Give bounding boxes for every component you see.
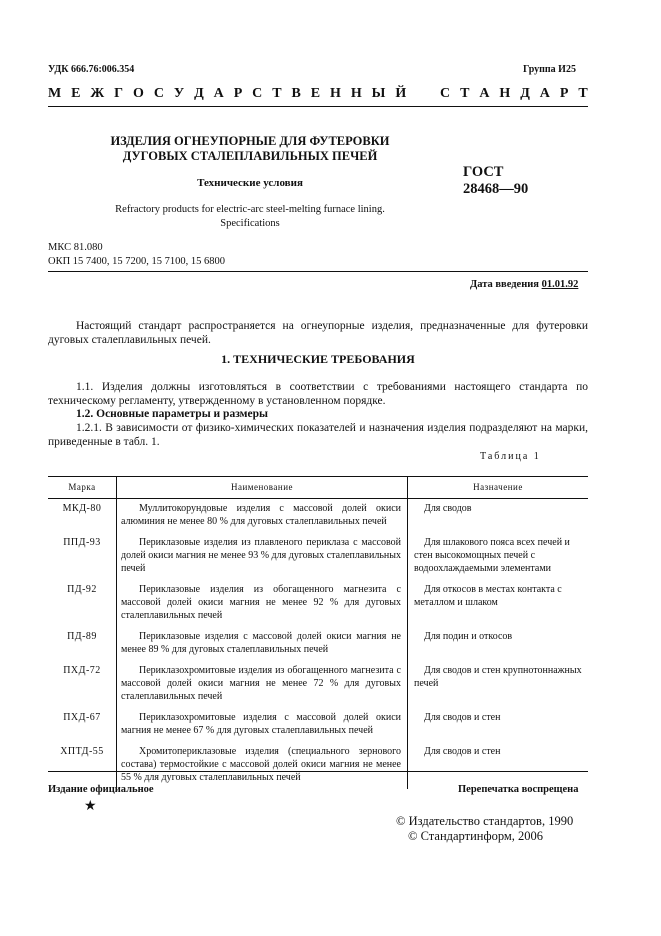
heading-letter: Е [71, 86, 81, 101]
heading-letter: Й [395, 86, 407, 101]
heading-letter: О [133, 86, 144, 101]
heading-letter: Р [233, 86, 243, 101]
copyright-block [396, 814, 573, 844]
official-edition: Издание официальное [48, 784, 154, 795]
star-icon: ★ [84, 799, 97, 814]
table-row [48, 708, 588, 742]
cell-purpose: Для сводов и стен [424, 746, 501, 757]
document-subtitle: Технические условия [197, 177, 303, 189]
cell-purpose: Для сводов [424, 503, 472, 514]
heading-letter: Н [330, 86, 341, 101]
heading-letter: У [173, 86, 185, 101]
header-mark: Марка [48, 477, 117, 499]
table-header-row [48, 477, 588, 499]
english-title-line-1: Refractory products for electric-arc steel-melting furnace lining. [115, 204, 385, 215]
paragraph-1-1: 1.1. Изделия должны изготовляться в соответствии с требованиями настоящего стандарта по техническому регламенту, утвержденному в установленном порядке. [48, 381, 588, 407]
cell-purpose: Для сводов и стен крупнотоннажных печей [414, 665, 582, 689]
copyright-2: © Стандартинформ, 2006 [408, 829, 544, 843]
heading-letter: А [479, 86, 490, 101]
footer-rule [48, 771, 588, 772]
title-line-2: ДУГОВЫХ СТАЛЕПЛАВИЛЬНЫХ ПЕЧЕЙ [122, 149, 378, 163]
cell-purpose: Для подин и откосов [424, 631, 513, 642]
heading-letter: Т [578, 86, 588, 101]
heading-letter: А [213, 86, 224, 101]
intro-date [470, 279, 578, 290]
cell-name: Периклазовые изделия из плавленого периклаза с массовой долей окиси магния не менее 93 % для дуговых сталеплавильных печей [117, 533, 408, 580]
intro-date-label: Дата введения [470, 279, 539, 290]
heading-letter: Д [194, 86, 204, 101]
cell-purpose: Для сводов и стен [424, 712, 501, 723]
heading-letter: М [48, 86, 62, 101]
gost-designation [463, 164, 528, 198]
heading-rule [48, 106, 588, 107]
copyright-1: © Издательство стандартов, 1990 [396, 814, 574, 828]
heading-letter: Ж [90, 86, 105, 101]
cell-name: Хромитопериклазовые изделия (специального зернового состава) термостойкие с массовой долей окиси магния не менее 55 % для дуговых сталеплавильных печей [117, 742, 408, 789]
udk-code: УДК 666.76:006.354 [48, 64, 135, 75]
cell-mark: ХПТД-55 [60, 746, 104, 757]
header-name: Наименование [117, 477, 408, 499]
heading-letter: Д [520, 86, 530, 101]
title-line-1: ИЗДЕЛИЯ ОГНЕУПОРНЫЕ ДЛЯ ФУТЕРОВКИ [110, 134, 390, 148]
okp-code: ОКП 15 7400, 15 7200, 15 7100, 15 6800 [48, 256, 226, 267]
reprint-prohibited: Перепечатка воспрещена [458, 784, 579, 795]
cell-purpose: Для откосов в местах контакта с металлом и шлаком [414, 584, 562, 608]
cell-mark: ПХД-72 [63, 665, 101, 676]
heading-letter: В [291, 86, 301, 101]
heading-letter: Т [272, 86, 282, 101]
gost-label: ГОСТ [463, 164, 504, 180]
codes-rule [48, 271, 588, 272]
header-purpose: Назначение [408, 477, 589, 499]
intro-date-value: 01.01.92 [541, 279, 579, 290]
classification-codes [48, 241, 225, 269]
english-title-line-2: Specifications [220, 218, 280, 229]
english-title [60, 203, 440, 231]
section-1-title: 1. ТЕХНИЧЕСКИЕ ТРЕБОВАНИЯ [221, 352, 415, 366]
cell-mark: ПХД-67 [63, 712, 101, 723]
paragraph-1-2: 1.2. Основные параметры и размеры [76, 408, 268, 420]
paragraph-1-2-1: 1.2.1. В зависимости от физико-химических показателей и назначения изделия подразделяют на марки, приведенные в табл. 1. [48, 422, 588, 448]
table-row [48, 627, 588, 661]
heading-letter: Е [310, 86, 321, 101]
cell-mark: ПД-89 [67, 631, 97, 642]
table-row [48, 742, 588, 789]
cell-mark: МКД-80 [62, 503, 102, 514]
heading-letter: Н [499, 86, 511, 101]
cell-name: Периклазохромитовые изделия из обогащенного магнезита с массовой долей окиси магния не менее 72 % для дуговых сталеплавильных печей [117, 661, 408, 708]
heading-letter: С [153, 86, 164, 101]
cell-name: Периклазохромитовые изделия с массовой долей окиси магния не менее 67 % для дуговых сталеплавильных печей [117, 708, 408, 742]
standard-heading [48, 86, 588, 102]
heading-letter: Н [350, 86, 362, 101]
heading-letter: Г [114, 86, 124, 101]
heading-letter: Т [460, 86, 470, 101]
heading-letter: С [440, 86, 451, 101]
cell-mark: ППД-93 [63, 537, 101, 548]
mks-code: МКС 81.080 [48, 242, 103, 253]
table-row [48, 533, 588, 580]
cell-name: Периклазовые изделия из обогащенного магнезита с массовой долей окиси магния не менее 92 % для дуговых сталеплавильных печей [117, 580, 408, 627]
heading-letter: Р [559, 86, 569, 101]
document-title [100, 134, 400, 164]
heading-letter: Ы [371, 86, 386, 101]
cell-name: Периклазовые изделия с массовой долей окиси магния не менее 89 % для дуговых сталеплавильных печей [117, 627, 408, 661]
cell-purpose: Для шлакового пояса всех печей и стен высокомощных печей с водоохлаждаемыми элементами [414, 537, 570, 574]
intro-paragraph: Настоящий стандарт распространяется на огнеупорные изделия, предназначенные для футеровки дуговых сталеплавильных печей. [48, 320, 588, 346]
cell-name: Муллитокорундовые изделия с массовой долей окиси алюминия не менее 80 % для дуговых сталеплавильных печей [117, 499, 408, 534]
group-code: Группа И25 [523, 64, 576, 75]
table-row [48, 499, 588, 534]
table-label: Таблица 1 [480, 451, 541, 462]
cell-mark: ПД-92 [67, 584, 97, 595]
table-row [48, 661, 588, 708]
heading-letter: А [539, 86, 550, 101]
gost-number: 28468—90 [463, 181, 529, 197]
grades-table [48, 476, 588, 789]
heading-gap [416, 86, 430, 102]
table-row [48, 580, 588, 627]
heading-letter: С [252, 86, 263, 101]
